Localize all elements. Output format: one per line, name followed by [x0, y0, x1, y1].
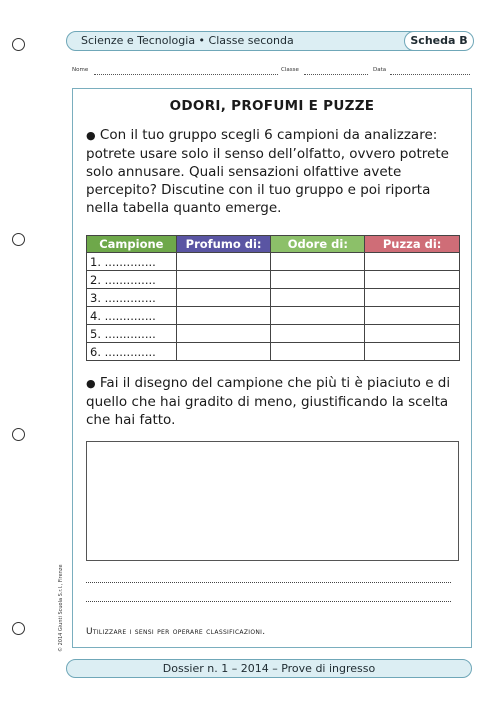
nome-line[interactable]	[94, 74, 278, 75]
binder-hole	[12, 428, 25, 441]
header-puzza: Puzza di:	[365, 236, 460, 253]
table-row	[87, 325, 460, 343]
odore-cell[interactable]	[271, 289, 365, 307]
copyright-notice: © 2014 Giunti Scuola S.r.l., Firenze	[58, 564, 64, 652]
instruction-1-text: Con il tuo gruppo scegli 6 campioni da analizzare: potrete usare solo il senso dell’olfatto, ovvero potrete solo annusare. Quali sensazioni olfattive avete percepito? Discutine con il tuo gruppo e poi riporta nella tabella quanto emerge.	[86, 127, 449, 216]
instruction-1	[86, 126, 464, 217]
sample-cell[interactable]: 5. ..............	[87, 325, 177, 343]
puzza-cell[interactable]	[365, 325, 460, 343]
instruction-2	[86, 374, 464, 429]
profumo-cell[interactable]	[176, 289, 271, 307]
odore-cell[interactable]	[271, 253, 365, 271]
binder-hole	[12, 38, 25, 51]
answer-line[interactable]	[86, 582, 451, 583]
classe-line[interactable]	[304, 74, 368, 75]
puzza-cell[interactable]	[365, 289, 460, 307]
answer-line[interactable]	[86, 601, 451, 602]
table-row	[87, 343, 460, 361]
odore-cell[interactable]	[271, 325, 365, 343]
odore-cell[interactable]	[271, 271, 365, 289]
table-row	[87, 289, 460, 307]
sample-cell[interactable]: 1. ..............	[87, 253, 177, 271]
data-label: Data	[373, 67, 387, 73]
profumo-cell[interactable]	[176, 271, 271, 289]
observation-table	[86, 235, 460, 361]
profumo-cell[interactable]	[176, 325, 271, 343]
odore-cell[interactable]	[271, 307, 365, 325]
scheda-tab: Scheda B	[404, 31, 474, 51]
table-row	[87, 253, 460, 271]
learning-objective: Utilizzare i sensi per operare classificazioni.	[86, 627, 266, 637]
instruction-2-text: Fai il disegno del campione che più ti è piaciuto e di quello che hai gradito di meno, giustificando la scelta che hai fatto.	[86, 375, 451, 428]
puzza-cell[interactable]	[365, 307, 460, 325]
nome-label: Nome	[72, 67, 89, 73]
header-campione: Campione	[87, 236, 177, 253]
sample-cell[interactable]: 3. ..............	[87, 289, 177, 307]
data-line[interactable]	[390, 74, 470, 75]
puzza-cell[interactable]	[365, 253, 460, 271]
table-row	[87, 307, 460, 325]
bullet-icon: ●	[86, 129, 96, 142]
header-odore: Odore di:	[271, 236, 365, 253]
worksheet-card	[72, 88, 472, 648]
worksheet-title: ODORI, PROFUMI E PUZZE	[169, 98, 375, 114]
table-row	[87, 271, 460, 289]
subject-title: Scienze e Tecnologia • Classe seconda	[81, 34, 294, 47]
drawing-box[interactable]	[86, 441, 459, 561]
sample-cell[interactable]: 2. ..............	[87, 271, 177, 289]
puzza-cell[interactable]	[365, 271, 460, 289]
binder-hole	[12, 622, 25, 635]
binder-hole	[12, 233, 25, 246]
footer-bar: Dossier n. 1 – 2014 – Prove di ingresso	[66, 659, 472, 678]
profumo-cell[interactable]	[176, 253, 271, 271]
bullet-icon: ●	[86, 377, 96, 390]
profumo-cell[interactable]	[176, 343, 271, 361]
student-fields	[72, 67, 472, 77]
header-profumo: Profumo di:	[176, 236, 271, 253]
sample-cell[interactable]: 4. ..............	[87, 307, 177, 325]
classe-label: Classe	[281, 67, 299, 73]
odore-cell[interactable]	[271, 343, 365, 361]
profumo-cell[interactable]	[176, 307, 271, 325]
puzza-cell[interactable]	[365, 343, 460, 361]
sample-cell[interactable]: 6. ..............	[87, 343, 177, 361]
